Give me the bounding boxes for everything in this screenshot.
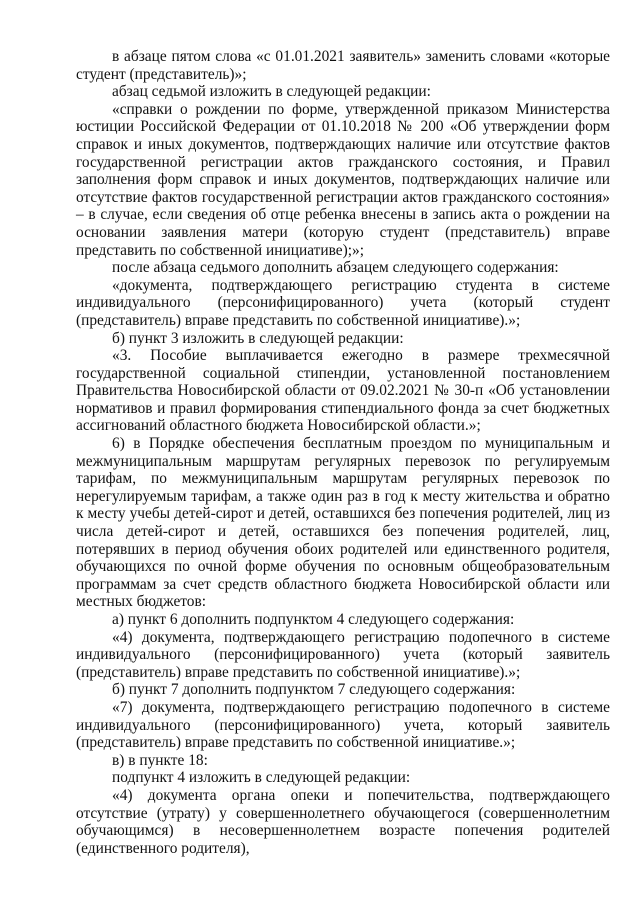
paragraph-9: а) пункт 6 дополнить подпунктом 4 следующего содержания: [112, 611, 515, 628]
paragraph-3: «справки о рождении по форме, утвержденной приказом Министерства юстиции Российской Федерации от 01.10.2018 № 200 «Об утверждении форм справок и иных документов, подтверждающих наличие или отсутствие фактов государственной регистрации актов гражданского состояния, и Правил заполнения форм справок и иных документов, подтверждающих наличие или отсутствие фактов государственной регистрации актов гражданского состояния» – в случае, если сведения об отце ребенка внесены в запись акта о рождении на основании заявления матери (которую студент (представитель) вправе представить по собственной инициативе);»; [76, 100, 610, 259]
paragraph-12: «7) документа, подтверждающего регистрацию подопечного в системе индивидуального (персонифицированного) учета, который заявитель (представитель) вправе представить по собственной инициативе.»; [76, 698, 610, 752]
paragraph-14: подпункт 4 изложить в следующей редакции: [112, 769, 411, 787]
paragraph-6: б) пункт 3 изложить в следующей редакции: [112, 329, 404, 347]
paragraph-13: в) в пункте 18: [112, 751, 208, 769]
paragraph-10: «4) документа, подтверждающего регистрацию подопечного в системе индивидуального (персонифицированного) учета (который заявитель (представитель) вправе представить по собственной инициативе).»; [76, 628, 610, 681]
paragraph-15: «4) документа органа опеки и попечительства, подтверждающего отсутствие (утрату) у совершеннолетнего обучающегося (совершеннолетним обучающимся) в несовершеннолетнем возрасте попечения родителей (единственного родителя), [76, 786, 610, 857]
paragraph-1: в абзаце пятом слова «с 01.01.2021 заявитель» заменить словами «которые студент (представитель)»; [76, 48, 610, 83]
paragraph-2: абзац седьмой изложить в следующей редакции: [112, 83, 431, 101]
paragraph-5: «документа, подтверждающего регистрацию студента в системе индивидуального (персонифицированного) учета (который студент (представитель) вправе представить по собственной инициативе).»; [76, 276, 610, 329]
paragraph-7: «3. Пособие выплачивается ежегодно в размере трехмесячной государственной социальной стипендии, установленной постановлением Правительства Новосибирской области от 09.02.2021 № 30-п «Об установлении нормативов и правил формирования стипендиального фонда за счет бюджетных ассигнований областного бюджета Новосибирской области.»; [76, 347, 610, 435]
document-page [76, 48, 610, 857]
paragraph-4: после абзаца седьмого дополнить абзацем следующего содержания: [112, 259, 559, 277]
paragraph-8: 6) в Порядке обеспечения бесплатным проездом по муниципальным и межмуниципальным маршрутам регулярных перевозок по регулируемым тарифам, по межмуниципальным маршрутам регулярных перевозок по нерегулируемым тарифам, а также один раз в год к месту жительства и обратно к месту учебы детей-сирот и детей, оставшихся без попечения родителей, лиц из числа детей-сирот и детей, оставшихся без попечения родителей, лиц, потерявших в период обучения обоих родителей или единственного родителя, обучающихся по очной форме обучения по основным общеобразовательным программам за счет средств областного бюджета Новосибирской области или местных бюджетов: [76, 435, 610, 611]
paragraph-11: б) пункт 7 дополнить подпунктом 7 следующего содержания: [112, 681, 516, 699]
